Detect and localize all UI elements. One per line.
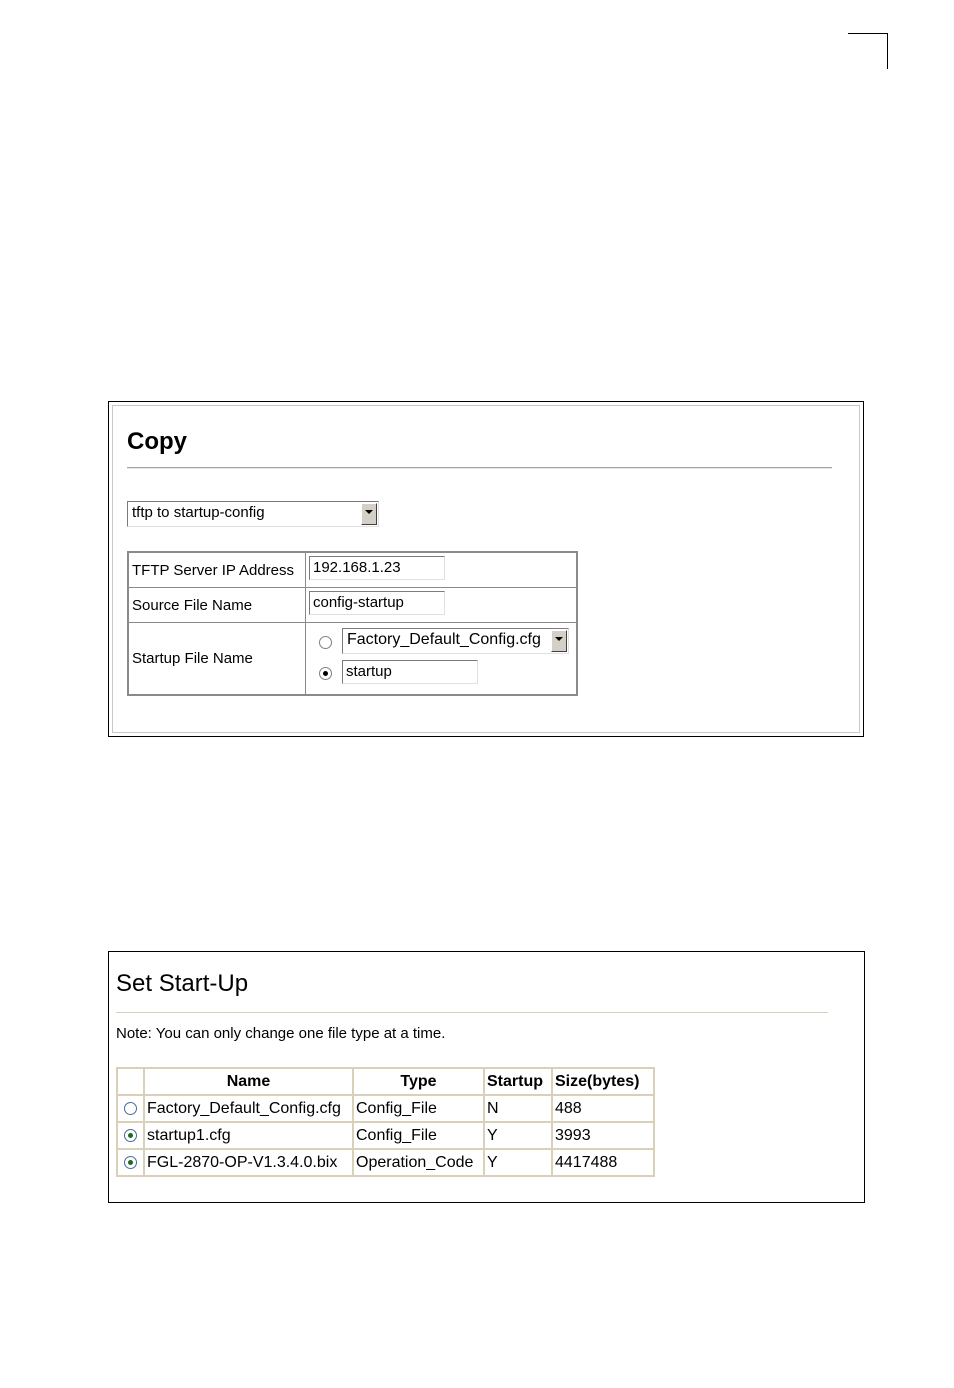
column-header-size: Size(bytes) (552, 1068, 654, 1095)
crop-mark-vertical (887, 33, 888, 69)
table-header-row (117, 1068, 654, 1095)
column-header-name: Name (144, 1068, 353, 1095)
source-file-cell (306, 588, 578, 623)
table-row (117, 1149, 654, 1176)
file-size: 4417488 (552, 1149, 654, 1176)
dropdown-button[interactable] (551, 630, 567, 652)
copy-panel-inner (112, 405, 860, 733)
column-header-select (117, 1068, 144, 1095)
file-type: Config_File (353, 1095, 484, 1122)
form-row-source (128, 588, 577, 623)
startup-new-radio[interactable] (319, 667, 332, 680)
startup-existing-select[interactable] (342, 628, 569, 654)
source-file-label: Source File Name (128, 588, 306, 623)
file-name: Factory_Default_Config.cfg (144, 1095, 353, 1122)
startup-file-cell (306, 623, 578, 695)
startup-existing-option (309, 626, 573, 658)
file-size: 3993 (552, 1122, 654, 1149)
column-header-startup: Startup (484, 1068, 552, 1095)
tftp-server-label: TFTP Server IP Address (128, 552, 306, 588)
source-file-input[interactable]: config-startup (309, 591, 445, 615)
table-row (117, 1122, 654, 1149)
copy-action-value: tftp to startup-config (132, 504, 265, 521)
row-radio-cell (117, 1095, 144, 1122)
set-startup-panel (108, 951, 865, 1203)
file-startup: Y (484, 1122, 552, 1149)
chevron-down-icon (555, 637, 563, 641)
file-type: Config_File (353, 1122, 484, 1149)
startup-existing-radio[interactable] (319, 636, 332, 649)
copy-title: Copy (127, 428, 187, 455)
file-name: startup1.cfg (144, 1122, 353, 1149)
copy-form-table (127, 551, 578, 696)
row-select-radio[interactable] (124, 1129, 137, 1142)
startup-existing-value: Factory_Default_Config.cfg (347, 631, 541, 649)
crop-mark-horizontal (848, 33, 888, 34)
file-startup: Y (484, 1149, 552, 1176)
row-radio-cell (117, 1149, 144, 1176)
tftp-server-input[interactable]: 192.168.1.23 (309, 556, 445, 580)
set-startup-divider (116, 1012, 828, 1013)
column-header-type: Type (353, 1068, 484, 1095)
table-row (117, 1095, 654, 1122)
form-row-tftp (128, 552, 577, 588)
file-type: Operation_Code (353, 1149, 484, 1176)
dropdown-button[interactable] (361, 503, 377, 525)
file-size: 488 (552, 1095, 654, 1122)
startup-file-table (116, 1067, 655, 1177)
chevron-down-icon (365, 510, 373, 514)
form-row-startup (128, 623, 577, 695)
row-radio-cell (117, 1122, 144, 1149)
row-select-radio[interactable] (124, 1156, 137, 1169)
copy-action-select[interactable] (127, 501, 379, 527)
copy-panel (108, 401, 864, 737)
set-startup-note: Note: You can only change one file type at a time. (116, 1025, 446, 1042)
startup-new-input[interactable]: startup (342, 660, 478, 684)
copy-title-divider (127, 467, 832, 469)
tftp-server-cell (306, 552, 578, 588)
startup-file-label: Startup File Name (128, 623, 306, 695)
startup-new-option (309, 658, 573, 690)
row-select-radio[interactable] (124, 1102, 137, 1115)
set-startup-title: Set Start-Up (116, 970, 249, 997)
file-startup: N (484, 1095, 552, 1122)
file-name: FGL-2870-OP-V1.3.4.0.bix (144, 1149, 353, 1176)
